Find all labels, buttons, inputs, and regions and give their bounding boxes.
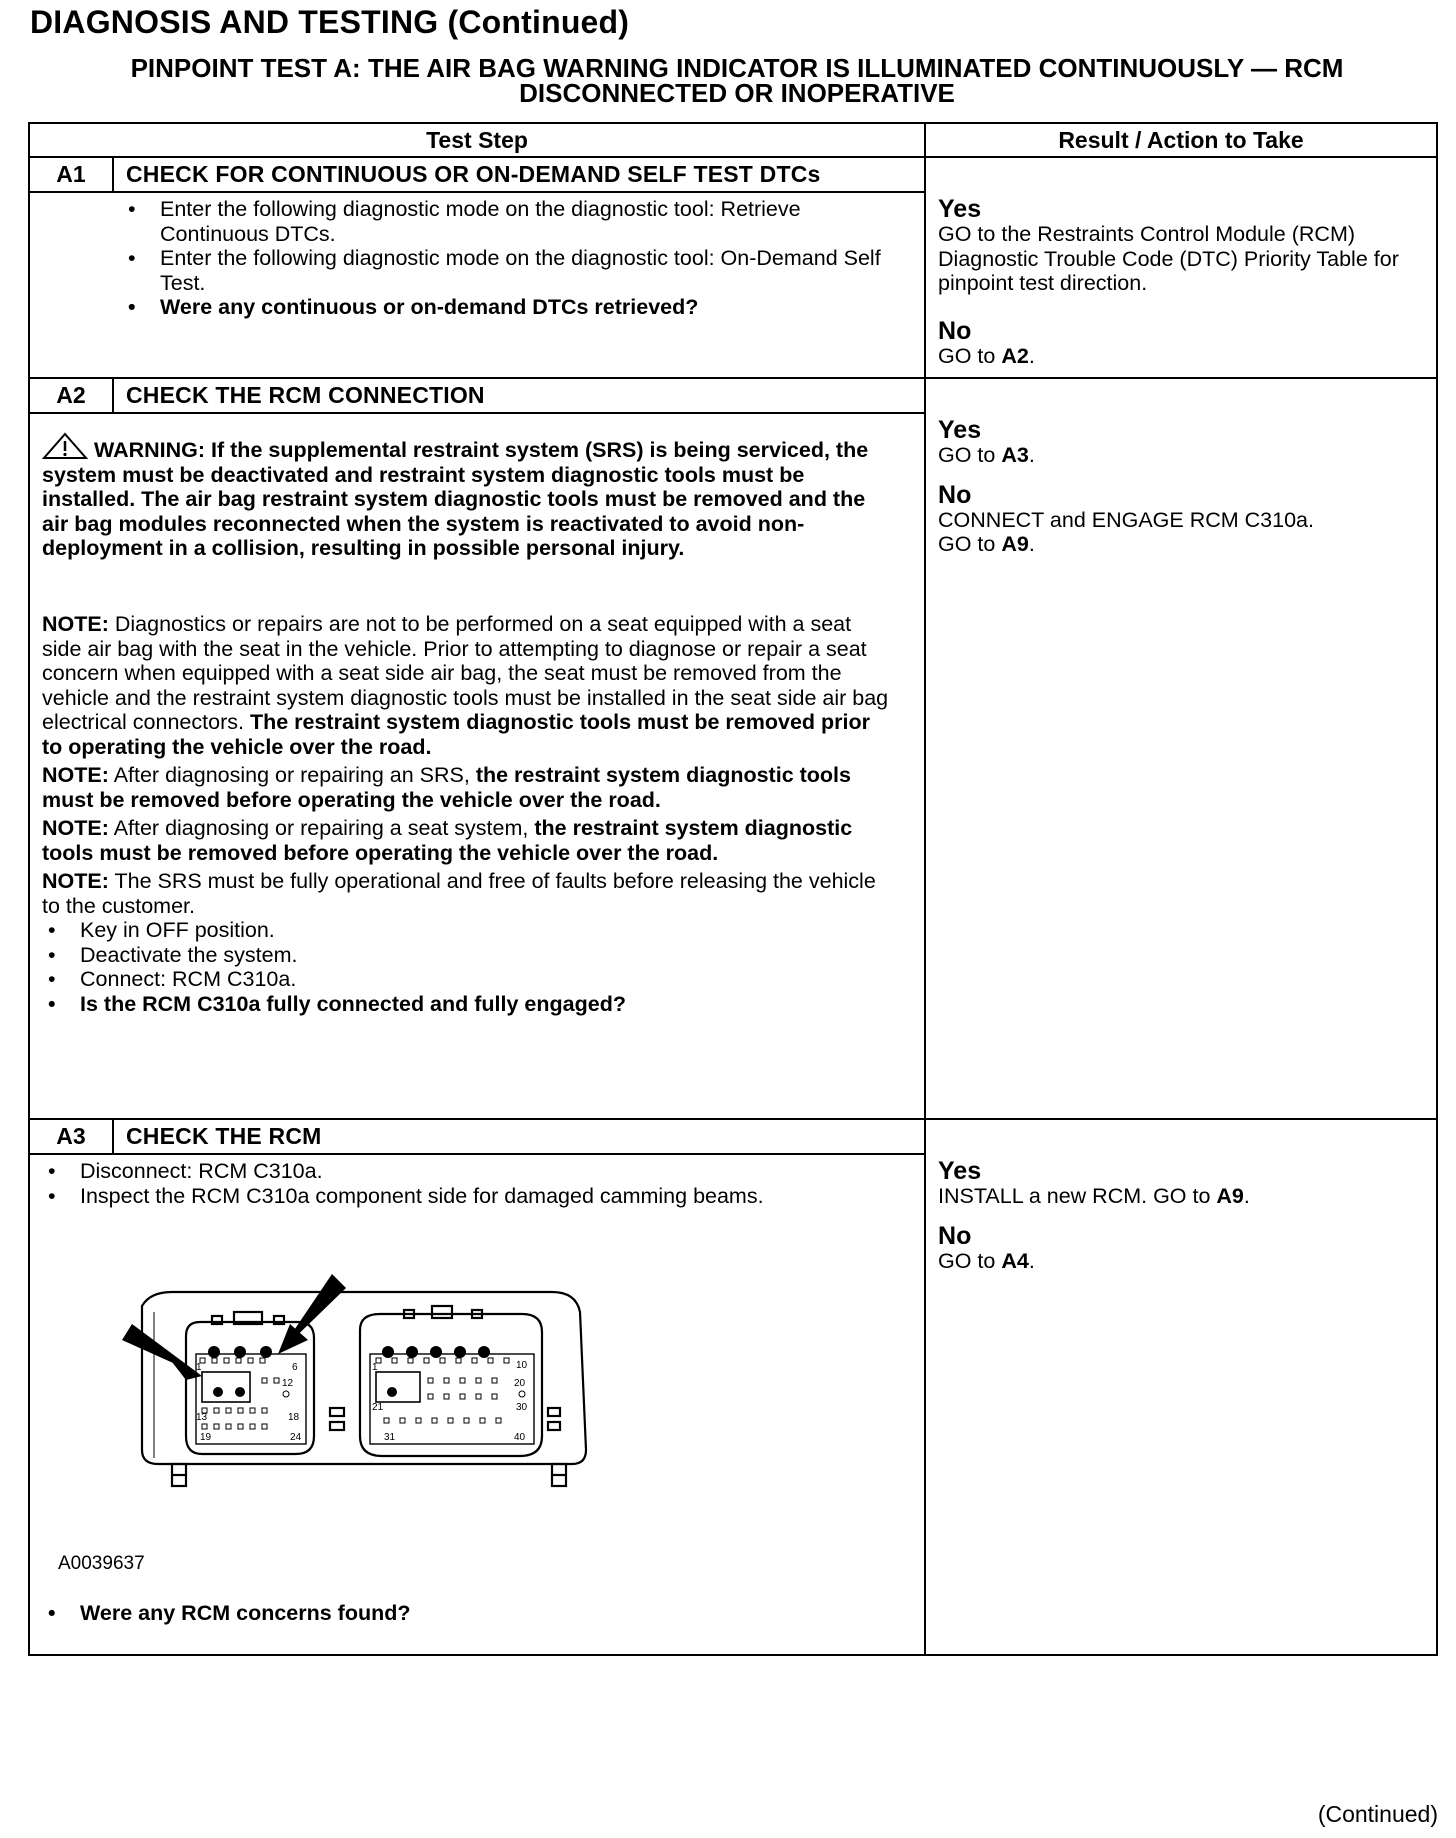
step-a1-id: A1 [29,157,113,192]
a1-yes-action: GO to the Restraints Control Module (RCM) Diagnostic Trouble Code (DTC) Priority Table for pinpoint test direction. [938,222,1399,295]
rcm-connector-figure [102,1268,622,1508]
pin-label: 18 [288,1412,300,1423]
a1-bullet: • Enter the following diagnostic mode on the diagnostic tool: Retrieve Continuous DTCs. [122,197,894,246]
a2-question: • Is the RCM C310a fully connected and fully engaged? [42,992,894,1017]
a2-note-1: NOTE: Diagnostics or repairs are not to be performed on a seat equipped with a seat side air bag with the seat in the vehicle. Prior to attempting to diagnose or repair a seat concern when equipped with a seat side air bag, the seat must be removed from the vehicle and the restraint system diagnostic tools must be installed in the seat side air bag electrical connectors. The restraint system diagnostic tools must be removed prior to operating the vehicle over the road. [42,612,889,759]
pin-label: 1 [196,1362,202,1373]
a3-question: • Were any RCM concerns found? [42,1601,894,1626]
pin-label: 21 [372,1402,384,1413]
a2-no-action-line1: CONNECT and ENGAGE RCM C310a. [938,507,1314,532]
pin-label: 12 [282,1378,294,1389]
pinpoint-test-title [28,53,1446,108]
test-title-line2: DISCONNECTED OR INOPERATIVE [519,78,955,108]
figure-code: A0039637 [58,1553,145,1574]
step-a1-body [29,192,925,378]
a3-no-label: No [938,1221,972,1250]
step-a1-heading: CHECK FOR CONTINUOUS OR ON-DEMAND SELF TEST DTCs [113,157,925,192]
a2-yes-action: GO to A3. [938,443,1035,467]
test-title-line1: PINPOINT TEST A: THE AIR BAG WARNING INDICATOR IS ILLUMINATED CONTINUOUSLY — RCM [130,53,1344,83]
a2-yes-goto-link[interactable]: A3 [1001,443,1029,467]
step-a2-heading-row [29,378,1437,413]
a2-yes-label: Yes [938,416,982,444]
a2-no-goto-link[interactable]: A9 [1001,532,1029,556]
a2-bullet: • Key in OFF position. [42,918,894,943]
a1-yes-label: Yes [938,195,982,223]
warning-triangle-icon [42,432,88,460]
a2-note-2: NOTE: After diagnosing or repairing an SRS, the restraint system diagnostic tools must be removed before operating the vehicle over the road. [42,763,851,812]
step-a1-result [925,157,1437,378]
test-step-column-header: Test Step [29,123,925,157]
a3-yes-action: INSTALL a new RCM. GO to A9. [938,1184,1250,1208]
pin-label: 1 [372,1362,378,1373]
pin-label: 31 [384,1432,396,1443]
table-header-row [29,123,1437,157]
step-a2-result [925,378,1437,1119]
step-a3-body [29,1154,925,1655]
a3-no-goto-link[interactable]: A4 [1001,1248,1029,1273]
step-a3-heading: CHECK THE RCM [113,1119,925,1154]
a1-no-action: GO to A2. [938,343,1035,368]
a2-bullet: • Connect: RCM C310a. [42,967,894,992]
a2-note-3: NOTE: After diagnosing or repairing a seat system, the restraint system diagnostic tools must be removed before operating the vehicle over the road. [42,816,853,865]
rcm-connector-illustration [102,1268,622,1508]
result-column-header: Result / Action to Take [925,123,1437,157]
pin-label: 10 [516,1360,528,1371]
step-a2-body [29,413,925,1119]
a3-yes-label: Yes [938,1157,982,1185]
step-a3-result [925,1119,1437,1655]
pin-label: 24 [290,1432,302,1443]
a1-no-label: No [938,316,972,345]
a3-bullet: • Inspect the RCM C310a component side for damaged camming beams. [42,1184,894,1209]
pin-label: 19 [200,1432,212,1443]
step-a1-heading-row [29,157,1437,192]
a3-no-action: GO to A4. [938,1248,1035,1273]
a1-question: • Were any continuous or on-demand DTCs retrieved? [122,295,894,320]
step-a2-id: A2 [29,378,113,413]
a2-no-label: No [938,480,972,509]
a1-bullet: • Enter the following diagnostic mode on the diagnostic tool: On-Demand Self Test. [122,246,894,295]
a2-note-4: NOTE: The SRS must be fully operational and free of faults before releasing the vehicle to the customer. [42,869,876,918]
a2-bullet: • Deactivate the system. [42,943,894,968]
pin-label: 6 [292,1362,298,1373]
a3-bullet: • Disconnect: RCM C310a. [42,1159,894,1184]
pinpoint-test-table [28,122,1438,1656]
a3-yes-goto-link[interactable]: A9 [1216,1184,1244,1208]
pin-label: 13 [196,1412,208,1423]
step-a2-heading: CHECK THE RCM CONNECTION [113,378,925,413]
step-a3-id: A3 [29,1119,113,1154]
pin-label: 30 [516,1402,528,1413]
step-a3-heading-row [29,1119,1437,1154]
a2-no-action: GO to A9. [938,532,1035,556]
pin-label: 20 [514,1378,526,1389]
page-title: DIAGNOSIS AND TESTING (Continued) [30,4,630,40]
a2-warning: WARNING: If the supplemental restraint system (SRS) is being serviced, the system must be deactivated and restraint system diagnostic tools must be installed. The air bag restraint system diagnostic tools must be removed and the air bag modules reconnected when the system is reactivated to avoid non-deployment in a collision, resulting in possible personal injury. [42,432,894,561]
continued-label: (Continued) [1317,1801,1438,1827]
pin-label: 40 [514,1432,526,1443]
a1-no-goto-link[interactable]: A2 [1001,343,1029,368]
